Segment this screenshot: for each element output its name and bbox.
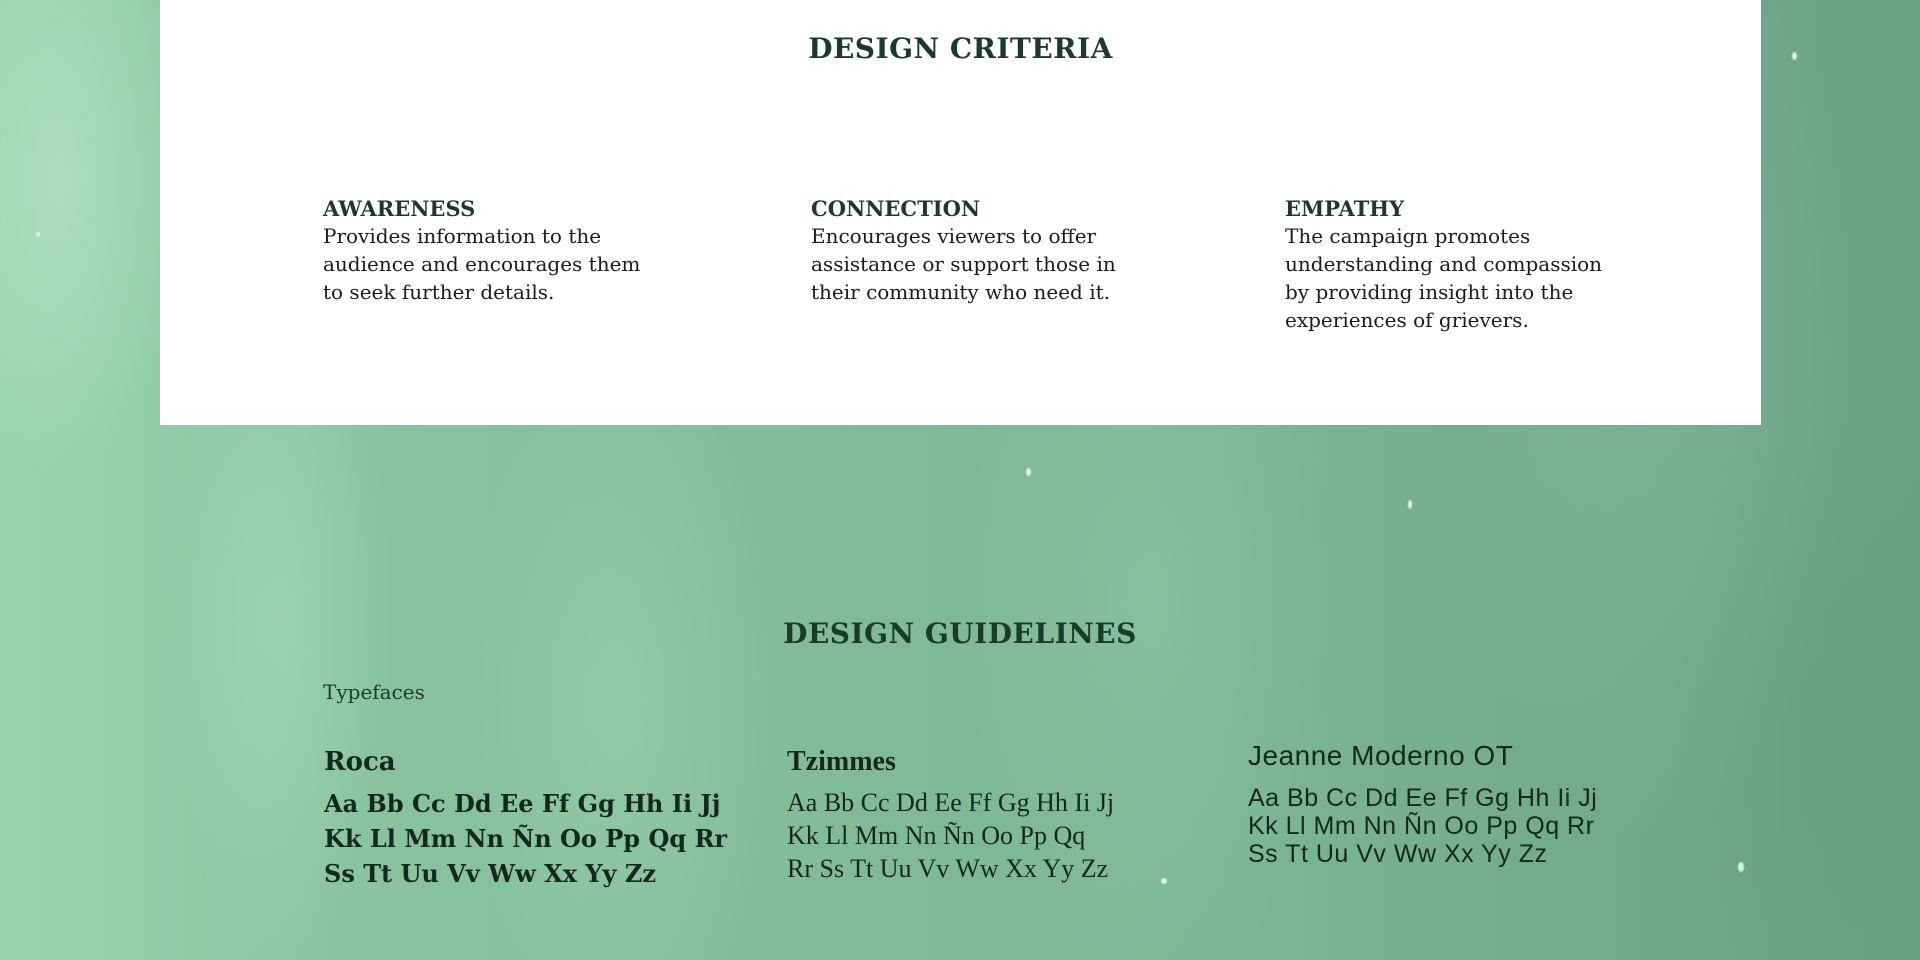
sample-line: Aa Bb Cc Dd Ee Ff Gg Hh Ii Jj	[1248, 784, 1598, 812]
background-speck	[1026, 468, 1031, 476]
typeface-tzimmes	[787, 744, 1114, 885]
criteria-text-empathy	[1285, 222, 1685, 334]
background-speck	[1792, 52, 1797, 60]
criteria-text-line: Provides information to the	[323, 224, 602, 248]
design-criteria-card	[160, 0, 1761, 425]
background-speck	[1408, 500, 1412, 509]
criteria-heading-connection: CONNECTION	[811, 196, 981, 221]
criteria-text-connection	[811, 222, 1191, 306]
sample-line: Kk Ll Mm Nn Ñn Oo Pp Qq Rr	[1248, 812, 1595, 840]
criteria-text-line: The campaign promotes	[1285, 224, 1531, 248]
sample-line: Ss Tt Uu Vv Ww Xx Yy Zz	[1248, 840, 1548, 868]
typeface-sample	[1248, 784, 1597, 868]
criteria-text-awareness	[323, 222, 683, 306]
typeface-jeanne-moderno	[1248, 740, 1598, 868]
sample-line: Aa Bb Cc Dd Ee Ff Gg Hh Ii Jj	[787, 788, 1115, 817]
typefaces-label: Typefaces	[323, 680, 425, 704]
design-guidelines-title: DESIGN GUIDELINES	[783, 617, 1137, 650]
criteria-heading-empathy: EMPATHY	[1285, 196, 1405, 221]
sample-line: Aa Bb Cc Dd Ee Ff Gg Hh Ii Jj	[324, 789, 721, 818]
design-criteria-title: DESIGN CRITERIA	[808, 32, 1113, 65]
typeface-name: Jeanne Moderno OT	[1248, 740, 1514, 771]
criteria-text-line: to seek further details.	[323, 280, 555, 304]
sample-line: Ss Tt Uu Vv Ww Xx Yy Zz	[324, 859, 656, 888]
criteria-connection	[811, 196, 1191, 306]
sample-line: Kk Ll Mm Nn Ñn Oo Pp Qq	[787, 821, 1086, 850]
background-speck	[1738, 862, 1744, 872]
typeface-sample	[787, 786, 1114, 885]
typeface-name: Roca	[324, 747, 396, 777]
background-speck	[1161, 878, 1167, 884]
criteria-text-line: their community who need it.	[811, 280, 1110, 304]
sample-line: Kk Ll Mm Nn Ñn Oo Pp Qq Rr	[324, 824, 728, 853]
sample-line: Rr Ss Tt Uu Vv Ww Xx Yy Zz	[787, 854, 1109, 883]
typeface-name: Tzimmes	[787, 746, 896, 777]
criteria-heading-awareness: AWARENESS	[323, 196, 476, 221]
typeface-roca	[324, 744, 727, 891]
criteria-awareness	[323, 196, 683, 306]
criteria-text-line: understanding and compassion	[1285, 252, 1603, 276]
typeface-sample	[324, 786, 727, 891]
criteria-text-line: Encourages viewers to offer	[811, 224, 1097, 248]
criteria-text-line: assistance or support those in	[811, 252, 1116, 276]
criteria-empathy	[1285, 196, 1685, 334]
background-speck	[36, 232, 40, 237]
criteria-text-line: audience and encourages them	[323, 252, 641, 276]
criteria-text-line: experiences of grievers.	[1285, 308, 1529, 332]
criteria-text-line: by providing insight into the	[1285, 280, 1574, 304]
